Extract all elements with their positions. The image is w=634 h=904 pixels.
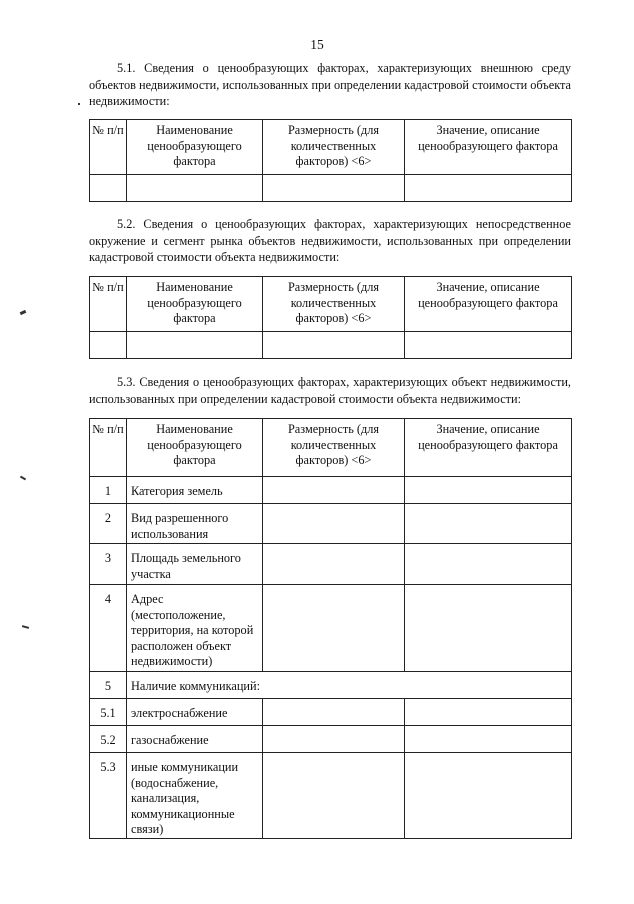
cell-value[interactable] (405, 504, 572, 544)
row-number: 1 (90, 477, 127, 504)
table-header-row (90, 419, 572, 477)
section-5-1-table (89, 119, 572, 202)
table-row (90, 585, 572, 672)
cell-dimension[interactable] (263, 585, 405, 672)
table-row (90, 477, 572, 504)
section-5-3-table (89, 418, 572, 839)
table-row (90, 726, 572, 753)
cell-value[interactable] (405, 699, 572, 726)
table-row (90, 753, 572, 839)
scan-speck (20, 476, 26, 481)
row-factor-name: Категория земель (127, 477, 263, 504)
section-5-3-text: 5.3. Сведения о ценообразующих факторах, характеризующих объект недвижимости, использованных при определении кадастровой стоимости объекта недвижимости: (89, 375, 571, 406)
section-5-3-paragraph (89, 374, 571, 407)
cell-number[interactable] (90, 332, 127, 359)
section-5-1-text: 5.1. Сведения о ценообразующих факторах, характеризующих внешнюю среду объектов недвижимости, использованных при определении кадастровой стоимости объекта недвижимости: (89, 61, 571, 109)
row-number: 3 (90, 544, 127, 585)
cell-number[interactable] (90, 175, 127, 202)
row-number: 5 (90, 672, 127, 699)
row-factor-name: Площадь земельного участка (127, 544, 263, 585)
row-factor-name: иные коммуникации (водоснабжение, канализация, коммуникационные связи) (127, 753, 263, 839)
cell-dimension[interactable] (263, 753, 405, 839)
cell-factor-name[interactable] (127, 332, 263, 359)
cell-dimension[interactable] (263, 726, 405, 753)
cell-dimension[interactable] (263, 699, 405, 726)
table-row (90, 175, 572, 202)
header-dimension: Размерность (для количественных факторов) <6> (263, 120, 405, 175)
cell-value[interactable] (405, 175, 572, 202)
row-number: 5.2 (90, 726, 127, 753)
row-factor-name: Вид разрешенного использования (127, 504, 263, 544)
row-factor-name: электроснабжение (127, 699, 263, 726)
section-5-2-text: 5.2. Сведения о ценообразующих факторах, характеризующих непосредственное окружение и сегмент рынка объектов недвижимости, использованных при определении кадастровой стоимости объекта недвижимости: (89, 217, 571, 265)
scan-speck (78, 103, 80, 105)
section-5-2-table (89, 276, 572, 359)
header-value: Значение, описание ценообразующего фактора (405, 277, 572, 332)
cell-value[interactable] (405, 753, 572, 839)
section-5-1-paragraph (89, 60, 571, 110)
row-factor-name: Адрес (местоположение, территория, на которой расположен объект недвижимости) (127, 585, 263, 672)
header-factor-name: Наименование ценообразующего фактора (127, 419, 263, 477)
table-header-row (90, 277, 572, 332)
row-number: 5.1 (90, 699, 127, 726)
cell-dimension[interactable] (263, 332, 405, 359)
cell-value[interactable] (405, 585, 572, 672)
cell-value[interactable] (405, 726, 572, 753)
page-number: 15 (310, 37, 324, 52)
table-header-row (90, 120, 572, 175)
table-row (90, 699, 572, 726)
header-number: № п/п (90, 419, 127, 477)
table-row (90, 544, 572, 585)
header-value: Значение, описание ценообразующего фактора (405, 120, 572, 175)
row-factor-name: газоснабжение (127, 726, 263, 753)
cell-dimension[interactable] (263, 544, 405, 585)
header-number: № п/п (90, 277, 127, 332)
table-row (90, 332, 572, 359)
cell-dimension[interactable] (263, 504, 405, 544)
header-dimension: Размерность (для количественных факторов) <6> (263, 277, 405, 332)
table-row (90, 672, 572, 699)
scan-speck (20, 310, 27, 315)
cell-dimension[interactable] (263, 477, 405, 504)
header-factor-name: Наименование ценообразующего фактора (127, 120, 263, 175)
section-5-2-paragraph (89, 216, 571, 266)
row-number: 4 (90, 585, 127, 672)
cell-value[interactable] (405, 332, 572, 359)
table-row (90, 504, 572, 544)
header-dimension: Размерность (для количественных факторов) <6> (263, 419, 405, 477)
header-value: Значение, описание ценообразующего фактора (405, 419, 572, 477)
row-number: 2 (90, 504, 127, 544)
header-number: № п/п (90, 120, 127, 175)
row-factor-name: Наличие коммуникаций: (127, 672, 572, 699)
cell-value[interactable] (405, 544, 572, 585)
row-number: 5.3 (90, 753, 127, 839)
cell-dimension[interactable] (263, 175, 405, 202)
scan-speck (22, 625, 29, 629)
cell-factor-name[interactable] (127, 175, 263, 202)
cell-value[interactable] (405, 477, 572, 504)
header-factor-name: Наименование ценообразующего фактора (127, 277, 263, 332)
